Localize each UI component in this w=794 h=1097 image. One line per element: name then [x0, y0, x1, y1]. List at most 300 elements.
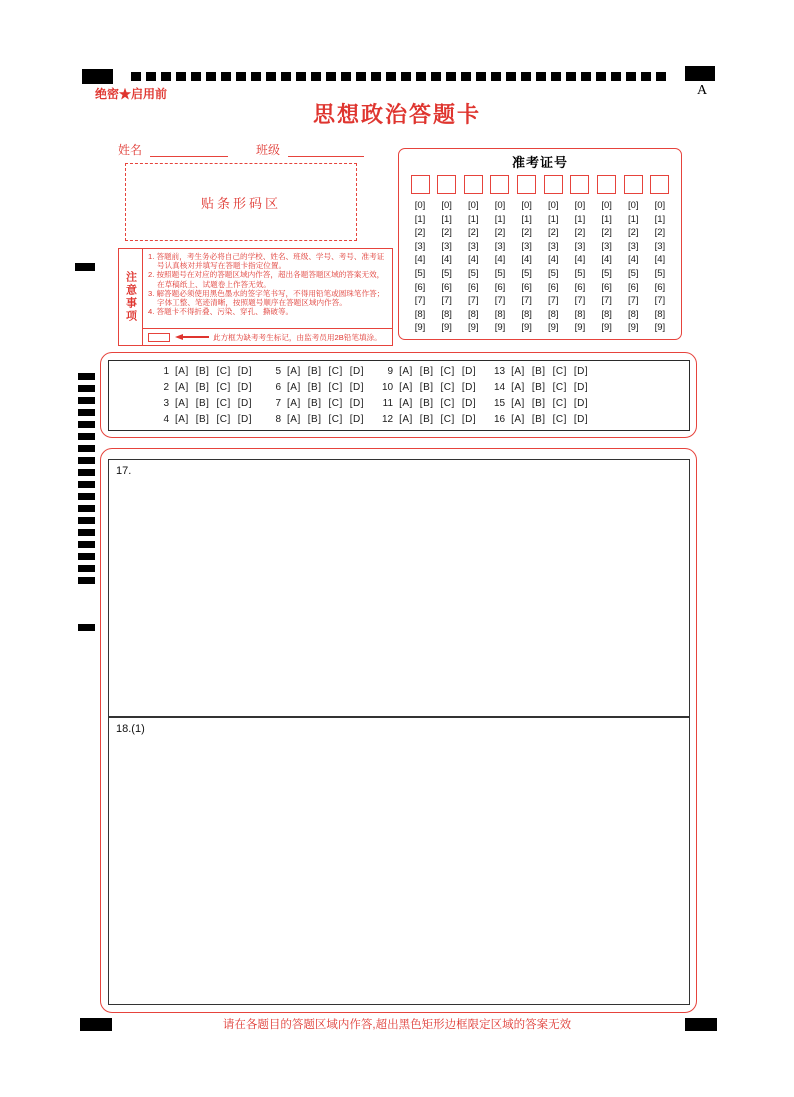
digit-bubble[interactable]: [6] [494, 281, 506, 293]
exam-number-section [398, 148, 682, 340]
exam-number-column [647, 175, 673, 335]
option-bubble[interactable]: [D] [349, 382, 365, 394]
digit-bubble[interactable]: [1] [574, 213, 586, 225]
digit-bubble[interactable]: [0] [414, 200, 426, 211]
barcode-area-label: 贴条形码区 [200, 195, 281, 211]
timing-mark [221, 72, 231, 81]
digit-bubble[interactable]: [1] [521, 213, 532, 225]
timing-mark-left-single [78, 624, 95, 631]
timing-mark [78, 373, 95, 380]
digit-bubble[interactable]: [7] [574, 295, 586, 307]
digit-bubble[interactable]: [6] [441, 281, 452, 293]
digit-bubble[interactable]: [1] [468, 213, 479, 225]
digit-bubble[interactable]: [9] [521, 322, 532, 334]
digit-bubble[interactable]: [3] [521, 240, 532, 252]
digit-bubble[interactable]: [3] [494, 240, 506, 252]
question-number: 10 [381, 382, 394, 394]
barcode-area [125, 163, 357, 241]
timing-mark [78, 529, 95, 536]
timing-mark [78, 421, 95, 428]
exam-number-column [434, 175, 460, 335]
timing-mark [146, 72, 156, 81]
timing-mark [311, 72, 321, 81]
option-bubble[interactable]: [A] [287, 382, 301, 394]
option-bubble[interactable]: [D] [349, 366, 365, 378]
digit-bubble[interactable]: [3] [574, 240, 586, 252]
digit-bubble[interactable]: [7] [654, 295, 666, 307]
option-bubble[interactable]: [C] [552, 382, 567, 394]
option-bubble[interactable]: [B] [195, 366, 210, 378]
digit-bubble[interactable]: [2] [574, 227, 586, 239]
question-number: 4 [163, 413, 169, 425]
digit-bubble[interactable]: [7] [468, 295, 479, 307]
question-number: 15 [493, 397, 506, 409]
choices-section [100, 352, 697, 438]
notice-item: 1. 答题前，考生务必将自己的学校、姓名、班级、学号、考号、准考证号认真核对并填写在答题卡指定位置。 [148, 252, 385, 271]
option-bubble[interactable]: [C] [216, 413, 231, 425]
timing-mark [176, 72, 186, 81]
option-bubble[interactable]: [D] [237, 397, 253, 409]
option-bubble[interactable]: [A] [511, 382, 525, 394]
option-bubble[interactable]: [D] [237, 366, 253, 378]
choice-row [487, 382, 595, 393]
class-label: 班级 [256, 143, 281, 157]
digit-bubble[interactable]: [4] [521, 254, 532, 266]
security-label: 绝密★启用前 [95, 87, 168, 101]
timing-mark [78, 397, 95, 404]
subjective-frame [108, 459, 690, 1005]
digit-bubble[interactable]: [1] [627, 213, 639, 225]
timing-mark [131, 72, 141, 81]
digit-bubble[interactable]: [4] [468, 254, 479, 266]
option-bubble[interactable]: [B] [419, 382, 434, 394]
digit-bubble[interactable]: [8] [441, 308, 452, 320]
timing-mark [326, 72, 336, 81]
timing-mark [461, 72, 471, 81]
choices-grid [109, 361, 689, 430]
digit-bubble[interactable]: [0] [601, 200, 612, 211]
question-number: 11 [382, 397, 394, 409]
question-number: 8 [275, 413, 282, 425]
exam-number-box[interactable] [437, 175, 456, 194]
digit-bubble[interactable]: [5] [601, 267, 612, 279]
timing-mark [611, 72, 621, 81]
option-bubble[interactable]: [B] [531, 382, 546, 394]
digit-bubble[interactable]: [9] [548, 322, 559, 334]
digit-bubble[interactable]: [6] [601, 281, 612, 293]
digit-bubble[interactable]: [0] [494, 200, 506, 211]
digit-bubble[interactable]: [8] [521, 308, 532, 320]
exam-number-box[interactable] [544, 175, 563, 194]
timing-mark-top-left [82, 69, 113, 84]
digit-bubble[interactable]: [0] [627, 200, 639, 211]
option-bubble[interactable]: [B] [195, 397, 210, 409]
digit-bubble[interactable]: [5] [548, 267, 559, 279]
digit-bubble[interactable]: [2] [521, 227, 532, 239]
option-bubble[interactable]: [D] [349, 397, 365, 409]
option-bubble[interactable]: [D] [573, 413, 589, 425]
choice-row [151, 366, 259, 377]
digit-bubble[interactable]: [9] [627, 322, 639, 334]
exam-number-title: 准考证号 [511, 155, 568, 170]
digit-bubble[interactable]: [3] [548, 240, 559, 252]
timing-mark [251, 72, 261, 81]
option-bubble[interactable]: [B] [307, 366, 322, 378]
notice-box [118, 248, 393, 346]
option-bubble[interactable]: [C] [440, 397, 455, 409]
option-bubble[interactable]: [D] [237, 413, 253, 425]
digit-bubble[interactable]: [1] [601, 213, 612, 225]
question-17-area[interactable] [109, 460, 689, 718]
timing-mark [536, 72, 546, 81]
choice-row [375, 414, 483, 425]
digit-bubble[interactable]: [9] [574, 322, 586, 334]
timing-mark [386, 72, 396, 81]
timing-mark [266, 72, 276, 81]
choice-row [375, 382, 483, 393]
digit-bubble[interactable]: [0] [548, 200, 559, 211]
question-17-label: 17. [116, 465, 132, 477]
timing-mark [78, 481, 95, 488]
exam-number-box[interactable] [650, 175, 669, 194]
choice-row [487, 366, 595, 377]
option-bubble[interactable]: [D] [461, 397, 477, 409]
question-18-area[interactable] [109, 718, 689, 1004]
digit-bubble[interactable]: [7] [494, 295, 506, 307]
option-bubble[interactable]: [C] [440, 413, 455, 425]
digit-bubble[interactable]: [3] [441, 240, 452, 252]
option-bubble[interactable]: [D] [461, 366, 477, 378]
digit-bubble[interactable]: [6] [548, 281, 559, 293]
question-number: 1 [163, 366, 169, 378]
digit-bubble[interactable]: [5] [574, 267, 586, 279]
digit-bubble[interactable]: [3] [414, 240, 426, 252]
notice-body [143, 249, 392, 345]
option-bubble[interactable]: [D] [573, 366, 589, 378]
option-bubble[interactable]: [B] [419, 397, 434, 409]
option-bubble[interactable]: [A] [287, 366, 301, 378]
option-bubble[interactable]: [C] [552, 397, 567, 409]
digit-bubble[interactable]: [2] [627, 227, 639, 239]
digit-bubble[interactable]: [5] [494, 267, 506, 279]
question-number: 2 [163, 382, 169, 394]
digit-bubble[interactable]: [5] [521, 267, 532, 279]
digit-bubble[interactable]: [6] [521, 281, 532, 293]
exam-number-box[interactable] [490, 175, 509, 194]
option-bubble[interactable]: [B] [531, 397, 546, 409]
option-bubble[interactable]: [A] [287, 397, 301, 409]
exam-number-box[interactable] [411, 175, 430, 194]
option-bubble[interactable]: [B] [531, 366, 546, 378]
digit-bubble[interactable]: [4] [494, 254, 506, 266]
option-bubble[interactable]: [A] [399, 397, 413, 409]
timing-mark [161, 72, 171, 81]
exam-number-grid [399, 171, 681, 335]
option-bubble[interactable]: [D] [461, 413, 477, 425]
option-bubble[interactable]: [A] [399, 366, 413, 378]
notice-item: 3. 解答题必须使用黑色墨水的签字笔书写，不得用铅笔或圆珠笔作答；字体工整、笔迹清晰，按照题号顺序在答题区域内作答。 [148, 288, 385, 308]
option-bubble[interactable]: [B] [419, 413, 434, 425]
digit-bubble[interactable]: [6] [468, 281, 479, 293]
subjective-section [100, 448, 697, 1013]
timing-mark-left-single [75, 263, 95, 271]
exam-number-column [407, 175, 433, 335]
exam-number-column [487, 175, 513, 335]
left-arrow-icon [175, 334, 209, 340]
timing-mark [371, 72, 381, 81]
timing-mark [78, 517, 95, 524]
digit-bubble[interactable]: [8] [414, 308, 426, 320]
digit-bubble[interactable]: [3] [654, 240, 666, 252]
notice-item: 2. 按照题号在对应的答题区域内作答，超出各题答题区域的答案无效，在草稿纸上、试题卷上作答无效。 [148, 270, 385, 289]
option-bubble[interactable]: [A] [287, 413, 301, 425]
choice-row [487, 398, 595, 409]
top-timing-row [131, 72, 666, 81]
choice-row [375, 398, 483, 409]
digit-bubble[interactable]: [2] [548, 227, 559, 239]
digit-bubble[interactable]: [5] [414, 267, 426, 279]
exam-number-box[interactable] [624, 175, 643, 194]
digit-bubble[interactable]: [0] [521, 200, 532, 211]
exam-number-column [594, 175, 620, 335]
digit-bubble[interactable]: [1] [414, 213, 426, 225]
timing-mark [78, 577, 95, 584]
option-bubble[interactable]: [A] [511, 413, 525, 425]
option-bubble[interactable]: [A] [399, 382, 413, 394]
choice-row [487, 414, 595, 425]
option-bubble[interactable]: [C] [328, 382, 343, 394]
option-bubble[interactable]: [C] [328, 366, 343, 378]
timing-mark [356, 72, 366, 81]
left-timing-column [78, 373, 95, 584]
exam-number-column [514, 175, 540, 335]
exam-number-box[interactable] [570, 175, 589, 194]
option-bubble[interactable]: [A] [511, 397, 525, 409]
digit-bubble[interactable]: [0] [654, 200, 666, 211]
digit-bubble[interactable]: [4] [414, 254, 426, 266]
class-input-line[interactable] [288, 156, 364, 157]
digit-bubble[interactable]: [2] [414, 227, 426, 239]
digit-bubble[interactable]: [4] [574, 254, 586, 266]
option-bubble[interactable]: [C] [552, 413, 567, 425]
digit-bubble[interactable]: [7] [601, 295, 612, 307]
timing-mark [626, 72, 636, 81]
digit-bubble[interactable]: [3] [627, 240, 639, 252]
absent-marker-box[interactable] [148, 333, 170, 342]
digit-bubble[interactable]: [9] [601, 322, 612, 334]
choice-row [151, 382, 259, 393]
option-bubble[interactable]: [C] [216, 366, 231, 378]
footer-note: 请在各题目的答题区域内作答,超出黑色矩形边框限定区域的答案无效 [222, 1019, 572, 1031]
digit-bubble[interactable]: [0] [468, 200, 479, 211]
timing-mark [78, 409, 95, 416]
exam-number-box[interactable] [597, 175, 616, 194]
digit-bubble[interactable]: [4] [441, 254, 452, 266]
digit-bubble[interactable]: [8] [494, 308, 506, 320]
digit-bubble[interactable]: [8] [627, 308, 639, 320]
digit-bubble[interactable]: [9] [494, 322, 506, 334]
digit-bubble[interactable]: [7] [414, 295, 426, 307]
digit-bubble[interactable]: [9] [654, 322, 666, 334]
choice-row [151, 398, 259, 409]
digit-bubble[interactable]: [6] [414, 281, 426, 293]
name-label: 姓名 [118, 143, 143, 157]
timing-mark [476, 72, 486, 81]
timing-mark [341, 72, 351, 81]
timing-mark [78, 445, 95, 452]
timing-mark [78, 505, 95, 512]
timing-mark [296, 72, 306, 81]
timing-mark [78, 541, 95, 548]
digit-bubble[interactable]: [2] [601, 227, 612, 239]
digit-bubble[interactable]: [0] [441, 200, 452, 211]
option-bubble[interactable]: [C] [216, 382, 231, 394]
option-bubble[interactable]: [B] [195, 382, 210, 394]
option-bubble[interactable]: [D] [237, 382, 253, 394]
digit-bubble[interactable]: [3] [601, 240, 612, 252]
digit-bubble[interactable]: [8] [601, 308, 612, 320]
digit-bubble[interactable]: [7] [521, 295, 532, 307]
timing-mark [78, 493, 95, 500]
timing-mark [78, 565, 95, 572]
timing-mark [78, 433, 95, 440]
digit-bubble[interactable]: [2] [654, 227, 666, 239]
digit-bubble[interactable]: [8] [468, 308, 479, 320]
question-18-label: 18.(1) [116, 723, 145, 735]
exam-number-column [540, 175, 566, 335]
digit-bubble[interactable]: [5] [468, 267, 479, 279]
option-bubble[interactable]: [B] [307, 382, 322, 394]
version-label: A [697, 83, 708, 98]
option-bubble[interactable]: [A] [175, 366, 189, 378]
option-bubble[interactable]: [D] [573, 397, 589, 409]
digit-bubble[interactable]: [9] [468, 322, 479, 334]
digit-bubble[interactable]: [4] [601, 254, 612, 266]
choices-frame [108, 360, 690, 431]
digit-bubble[interactable]: [1] [548, 213, 559, 225]
choice-row [151, 414, 259, 425]
digit-bubble[interactable]: [7] [548, 295, 559, 307]
timing-mark-top-right [685, 66, 715, 81]
question-number: 6 [275, 382, 282, 394]
option-bubble[interactable]: [A] [175, 382, 189, 394]
digit-bubble[interactable]: [4] [627, 254, 639, 266]
option-bubble[interactable]: [C] [216, 397, 231, 409]
digit-bubble[interactable]: [9] [441, 322, 452, 334]
digit-bubble[interactable]: [5] [654, 267, 666, 279]
choice-row [263, 414, 371, 425]
exam-number-column [460, 175, 486, 335]
notice-item: 4. 答题卡不得折叠、污染、穿孔、撕破等。 [148, 307, 294, 317]
question-number: 14 [493, 382, 506, 394]
timing-mark [206, 72, 216, 81]
question-number: 9 [387, 366, 394, 378]
option-bubble[interactable]: [D] [461, 382, 477, 394]
choice-row [263, 366, 371, 377]
option-bubble[interactable]: [B] [307, 413, 322, 425]
page-title: 思想政治答题卡 [312, 102, 481, 127]
exam-number-column [620, 175, 646, 335]
digit-bubble[interactable]: [1] [441, 213, 452, 225]
exam-number-box[interactable] [517, 175, 536, 194]
timing-mark [596, 72, 606, 81]
digit-bubble[interactable]: [4] [548, 254, 559, 266]
digit-bubble[interactable]: [6] [574, 281, 586, 293]
timing-mark [581, 72, 591, 81]
option-bubble[interactable]: [A] [511, 366, 525, 378]
timing-mark [566, 72, 576, 81]
digit-bubble[interactable]: [5] [441, 267, 452, 279]
option-bubble[interactable]: [C] [552, 366, 567, 378]
digit-bubble[interactable]: [1] [654, 213, 666, 225]
digit-bubble[interactable]: [2] [468, 227, 479, 239]
option-bubble[interactable]: [A] [399, 413, 413, 425]
question-number: 7 [275, 397, 282, 409]
digit-bubble[interactable]: [6] [654, 281, 666, 293]
timing-mark [551, 72, 561, 81]
name-input-line[interactable] [150, 156, 228, 157]
option-bubble[interactable]: [C] [440, 382, 455, 394]
timing-mark [78, 385, 95, 392]
timing-mark [78, 553, 95, 560]
digit-bubble[interactable]: [1] [494, 213, 506, 225]
option-bubble[interactable]: [B] [531, 413, 546, 425]
timing-mark [191, 72, 201, 81]
digit-bubble[interactable]: [7] [627, 295, 639, 307]
digit-bubble[interactable]: [2] [441, 227, 452, 239]
digit-bubble[interactable]: [0] [574, 200, 586, 211]
digit-bubble[interactable]: [2] [494, 227, 506, 239]
timing-mark [656, 72, 666, 81]
absent-note: 此方框为缺考考生标记，由监考员用2B铅笔填涂。 [213, 332, 382, 342]
digit-bubble[interactable]: [5] [627, 267, 639, 279]
question-number: 5 [275, 366, 282, 378]
digit-bubble[interactable]: [8] [574, 308, 586, 320]
absent-marker-row [143, 328, 392, 345]
question-number: 3 [163, 397, 169, 409]
option-bubble[interactable]: [C] [328, 413, 343, 425]
digit-bubble[interactable]: [4] [654, 254, 666, 266]
digit-bubble[interactable]: [6] [627, 281, 639, 293]
timing-mark [78, 457, 95, 464]
timing-mark [506, 72, 516, 81]
option-bubble[interactable]: [C] [440, 366, 455, 378]
choice-row [375, 366, 483, 377]
option-bubble[interactable]: [B] [195, 413, 210, 425]
option-bubble[interactable]: [A] [175, 413, 189, 425]
timing-mark [78, 469, 95, 476]
timing-mark [236, 72, 246, 81]
option-bubble[interactable]: [C] [328, 397, 343, 409]
digit-bubble[interactable]: [9] [414, 322, 426, 334]
digit-bubble[interactable]: [8] [654, 308, 666, 320]
timing-mark [521, 72, 531, 81]
digit-bubble[interactable]: [7] [441, 295, 452, 307]
timing-mark [641, 72, 651, 81]
digit-bubble[interactable]: [8] [548, 308, 559, 320]
timing-mark [416, 72, 426, 81]
option-bubble[interactable]: [A] [175, 397, 189, 409]
option-bubble[interactable]: [D] [349, 413, 365, 425]
question-number: 13 [493, 366, 506, 378]
digit-bubble[interactable]: [3] [468, 240, 479, 252]
exam-number-box[interactable] [464, 175, 483, 194]
option-bubble[interactable]: [B] [419, 366, 434, 378]
timing-mark [281, 72, 291, 81]
timing-mark [446, 72, 456, 81]
option-bubble[interactable]: [D] [573, 382, 589, 394]
option-bubble[interactable]: [B] [307, 397, 322, 409]
